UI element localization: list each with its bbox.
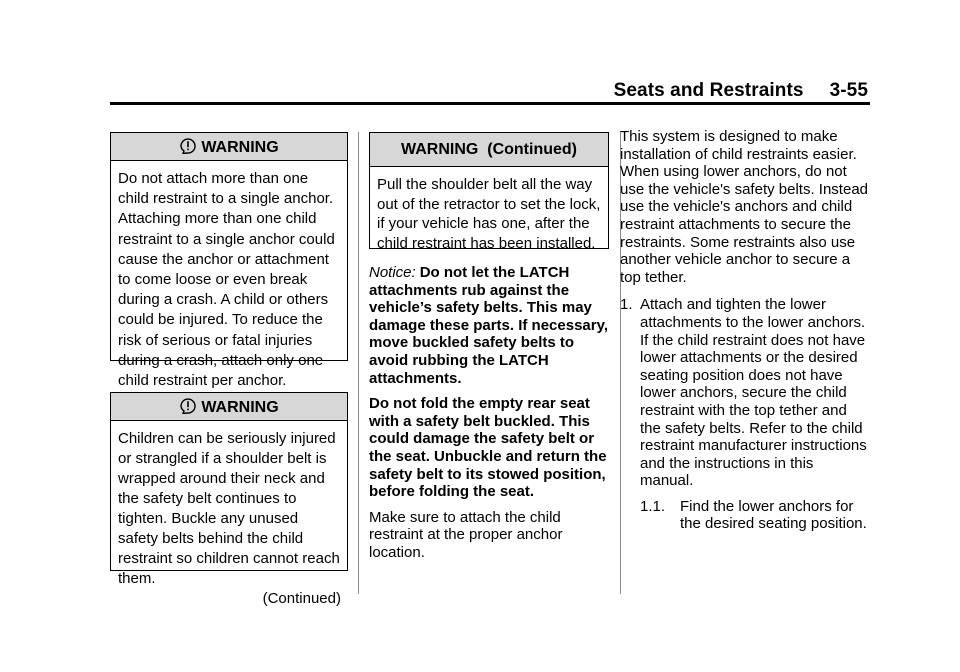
notice-paragraph: [369, 264, 609, 387]
page-number: 3-55: [829, 80, 868, 101]
step-1-1: [640, 498, 870, 533]
warning-title: WARNING (Continued): [401, 141, 577, 158]
warning-text: Pull the shoulder belt all the way out of the retractor to set the lock, if your vehicle has one, after the child restraint has been installed.: [377, 176, 601, 252]
warning-header: [370, 133, 608, 167]
step-text: Find the lower anchors for the desired seating position.: [680, 497, 867, 533]
warning-body-text: Children can be seriously injured or strangled if a shoulder belt is wrapped around their neck and the safety belt continues to tighten. Buckle any unused safety belts behind the child restraint so children cannot reach them.: [118, 430, 340, 587]
warning-circle-icon: [179, 135, 197, 165]
step-number: 1.: [620, 296, 633, 314]
warning-text: Do not attach more than one child restraint to a single anchor. Attaching more than one child restraint to a single anchor could cause the anchor or attachment to come loose or even break during a crash. A child or others could be injured. To reduce the risk of serious or fatal injuries during a crash, attach only one child restraint per anchor.: [118, 170, 335, 390]
notice-text: Do not let the LATCH attachments rub against the vehicle’s safety belts. This may damage these parts. If necessary, move buckled safety belts to avoid rubbing the LATCH attachments.: [369, 264, 609, 387]
warning-box-anchor: [110, 132, 348, 390]
continued-label: (Continued): [262, 590, 341, 607]
step-number: 1.1.: [640, 497, 666, 515]
notice-label: Notice:: [369, 264, 416, 281]
warning-text: [111, 421, 347, 609]
fold-paragraph: Do not fold the empty rear seat with a safety belt buckled. This could damage the safety belt or the seat. Unbuckle and return the safety belt to its stowed position, before folding the seat.: [369, 395, 607, 501]
warning-box-continued: [369, 132, 609, 252]
warning-header: [111, 393, 347, 421]
warning-title: WARNING: [201, 139, 279, 156]
column-2-text: [369, 264, 609, 570]
page-header: [614, 80, 868, 102]
warning-header: [111, 133, 347, 161]
section-title: Seats and Restraints: [613, 80, 804, 101]
column-3-text: [620, 128, 870, 533]
step-text: Attach and tighten the lower attachments to the lower anchors. If the child restraint does not have lower attachments or the desired seating position does not have lower anchors, secure the child restraint with the top tether and the safety belts. Refer to the child restraint manufacturer instructions and the instructions in this manual.: [640, 296, 867, 490]
step-1: [620, 296, 870, 490]
attach-paragraph: Make sure to attach the child restraint at the proper anchor location.: [369, 508, 563, 561]
intro-paragraph: This system is designed to make installation of child restraints easier. When using lower anchors, do not use the vehicle's safety belts. Instead use the vehicle's anchors and child restraint attachments to secure the restraints. Some restraints also use another vehicle anchor to secure a top tether.: [620, 128, 869, 286]
warning-title: WARNING: [201, 399, 279, 416]
header-rule: [110, 102, 870, 105]
warning-box-shoulder-belt: [110, 392, 348, 607]
warning-circle-icon: [179, 395, 197, 425]
column-divider-left: [358, 132, 359, 594]
